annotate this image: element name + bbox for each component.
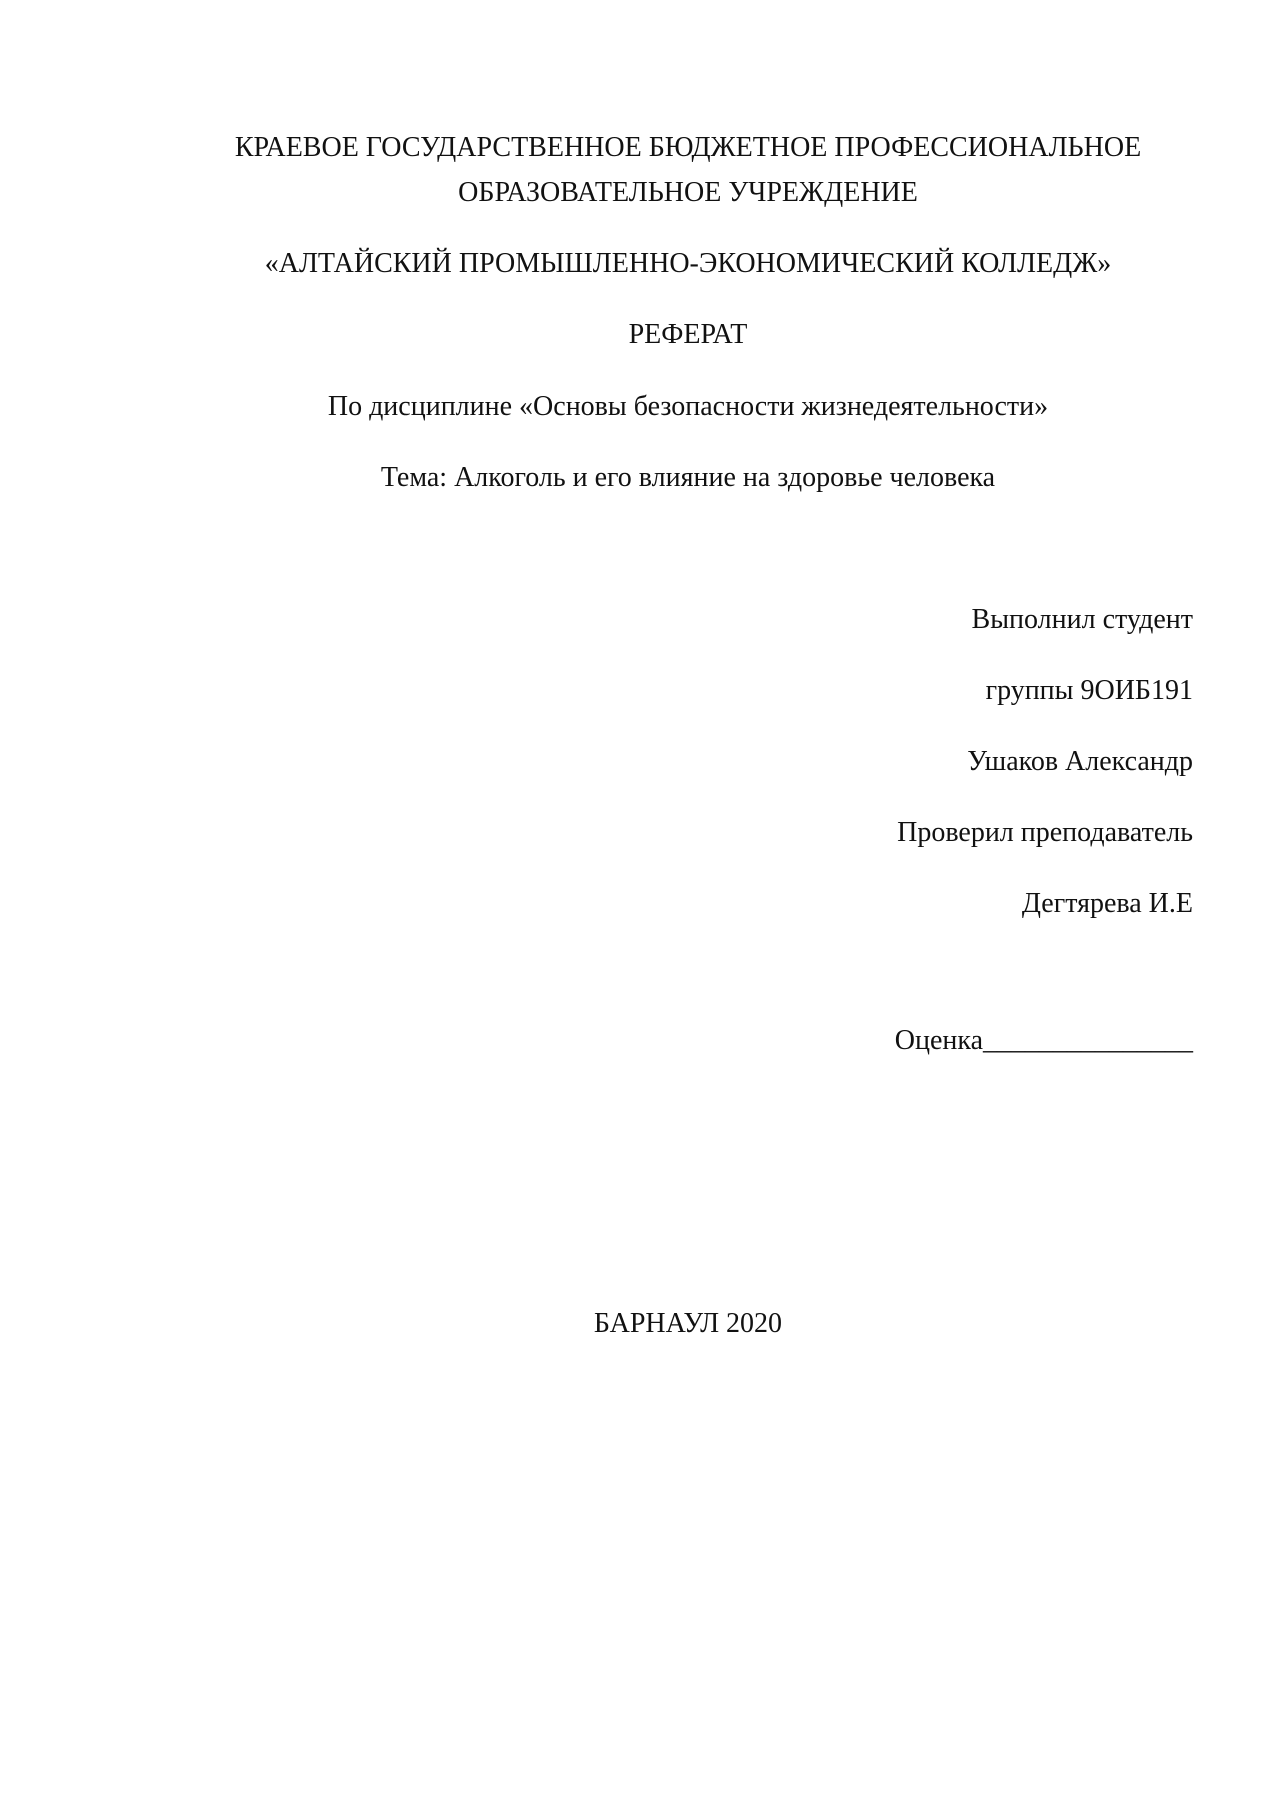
student-group: группы 9ОИБ191 <box>985 675 1193 706</box>
institution-line-2: ОБРАЗОВАТЕЛЬНОЕ УЧРЕЖДЕНИЕ <box>458 177 918 208</box>
grade-line: Оценка_______________ <box>894 1025 1193 1056</box>
student-name: Ушаков Александр <box>967 746 1193 777</box>
checked-by-label: Проверил преподаватель <box>897 817 1193 848</box>
discipline-line: По дисциплине «Основы безопасности жизнедеятельности» <box>327 391 1049 422</box>
teacher-name: Дегтярева И.Е <box>1021 888 1193 919</box>
college-name: «АЛТАЙСКИЙ ПРОМЫШЛЕННО-ЭКОНОМИЧЕСКИЙ КОЛЛЕДЖ» <box>264 248 1112 279</box>
topic-line: Тема: Алкоголь и его влияние на здоровье человека <box>380 462 996 493</box>
city-year: БАРНАУЛ 2020 <box>593 1308 783 1339</box>
performed-by-label: Выполнил студент <box>971 604 1193 635</box>
document-type: РЕФЕРАТ <box>628 319 748 350</box>
institution-line-1: КРАЕВОЕ ГОСУДАРСТВЕННОЕ БЮДЖЕТНОЕ ПРОФЕССИОНАЛЬНОЕ <box>234 132 1142 163</box>
